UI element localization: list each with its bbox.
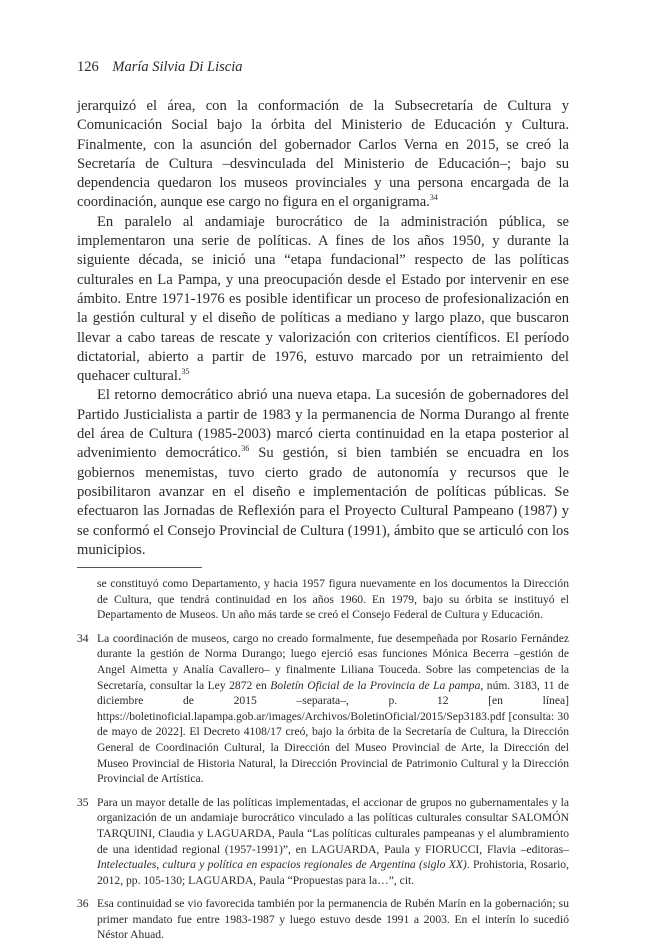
- footnote-text: Para un mayor detalle de las políticas implementadas, el accionar de grupos no gubernamentales y la organización de un andamiaje burocrático vinculado a las políticas culturales consultar SALOMÓN TARQUINI, Claudia y LAGUARDA, Paula “Las políticas culturales pampeanas y el alumbramiento de una identidad regional (1957-1991)”, en LAGUARDA, Paula y FIORUCCI, Flavia –editoras– Intelectuales, cultura y política en espacios regionales de Argentina (siglo XX). Prohistoria, Rosario, 2012, pp. 105-130; LAGUARDA, Paula “Propuestas para la…”, cit.: [97, 795, 569, 887]
- book-title: Intelectuales, cultura y política en espacios regionales de Argentina (siglo XX): [97, 858, 467, 872]
- footnote-number: 34: [77, 631, 89, 645]
- footnote-text: La coordinación de museos, cargo no creado formalmente, fue desempeñada por Rosario Fernández durante la gestión de Norma Durango; luego ejerció esas funciones Mónica Becerra –gestión de Angel Aimetta y Analía Cavallero– y finalmente Liliana Touceda. Sobre las competencias de la Secretaría, consultar la Ley 2872 en Boletín Oficial de la Provincia de La pampa, núm. 3183, 11 de diciembre de 2015 –separata–, p. 12 [en línea] https://boletinoficial.lapampa.gob.ar/images/Archivos/BoletinOficial/2015/Sep3183.pdf [consulta: 30 de mayo de 2022]. El Decreto 4108/17 creó, bajo la órbita de la Secretaría de Cultura, la Dirección General de Coordinación Cultural, la Dirección del Museo Provincial de Arte, la Dirección del Museo Provincial de Historia Natural, la Dirección Provincial de Patrimonio Cultural y la Dirección Provincial de Artística.: [97, 631, 569, 786]
- body-text: [77, 97, 569, 560]
- footnotes: [77, 576, 569, 951]
- footnote-ref-34[interactable]: 34: [429, 193, 438, 203]
- footnote-35: [77, 795, 569, 889]
- footnote-ref-35[interactable]: 35: [181, 367, 190, 377]
- page-number: 126: [77, 59, 99, 75]
- footnote-number: 35: [77, 795, 89, 809]
- footnote-36: [77, 896, 569, 943]
- footnote-34: [77, 631, 569, 787]
- paragraph-3: El retorno democrático abrió una nueva etapa. La sucesión de gobernadores del Partido Justicialista a partir de 1983 y la permanencia de Norma Durango al frente del área de Cultura (1985-2003) marcó cierta continuidad en la etapa posterior al advenimiento democrático.$^{36}$ Su gestión, si bien también se encuadra en los gobiernos menemistas, tuvo cierto grado de autonomía y recursos que le posibilitaron avanzar en el diseño e implementación de políticas públicas. Se efectuaron las Jornadas de Reflexión para el Proyecto Cultural Pampeano (1987) y se conformó el Consejo Provincial de Cultura (1991), ámbito que se articuló con los municipios.: [77, 387, 569, 558]
- paragraph-1: jerarquizó el área, con la conformación de la Subsecretaría de Cultura y Comunicación Social bajo la órbita del Ministerio de Educación y Cultura. Finalmente, con la asunción del gobernador Carlos Verna en 2015, se creó la Secretaría de Cultura –desvinculada del Ministerio de Educación–; bajo su dependencia quedaron los museos provinciales y una persona encargada de la coordinación, aunque ese cargo no figura en el organigrama.$^{34}$: [77, 98, 569, 211]
- footnote-ref-36[interactable]: 36: [241, 444, 250, 454]
- journal-title: Boletín Oficial de la Provincia de La pampa: [270, 678, 481, 692]
- running-author: María Silvia Di Liscia: [112, 59, 243, 75]
- footnote-continuation: se constituyó como Departamento, y hacia 1957 figura nuevamente en los documentos la Dirección de Cultura, que tendrá continuidad en los años 1960. En 1979, bajo su órbita se instituyó el Departamento de Museos. Un año más tarde se creó el Consejo Federal de Cultura y Educación.: [97, 577, 569, 622]
- footnote-separator: [77, 567, 202, 568]
- footnote-text: Esa continuidad se vio favorecida también por la permanencia de Rubén Marín en la gobernación; su primer mandato fue entre 1983-1987 y luego estuvo desde 1991 a 2003. En el interín lo sucedió Néstor Ahuad.: [97, 897, 569, 942]
- paragraph-2: En paralelo al andamiaje burocrático de la administración pública, se implementaron una serie de políticas. A fines de los años 1950, y durante la siguiente década, se inició una “etapa fundacional” respecto de las políticas culturales en La Pampa, y una preocupación desde el Estado por intervenir en ese ámbito. Entre 1971-1976 es posible identificar un proceso de profesionalización en la gestión cultural y el diseño de políticas a mediano y largo plazo, que buscaron llevar a cabo tareas de rescate y valorización con criterios científicos. El período dictatorial, abierto a partir de 1976, estuvo marcado por un retraimiento del quehacer cultural.$^{35}$: [77, 213, 569, 385]
- footnote-number: 36: [77, 897, 89, 911]
- running-header: [77, 59, 242, 76]
